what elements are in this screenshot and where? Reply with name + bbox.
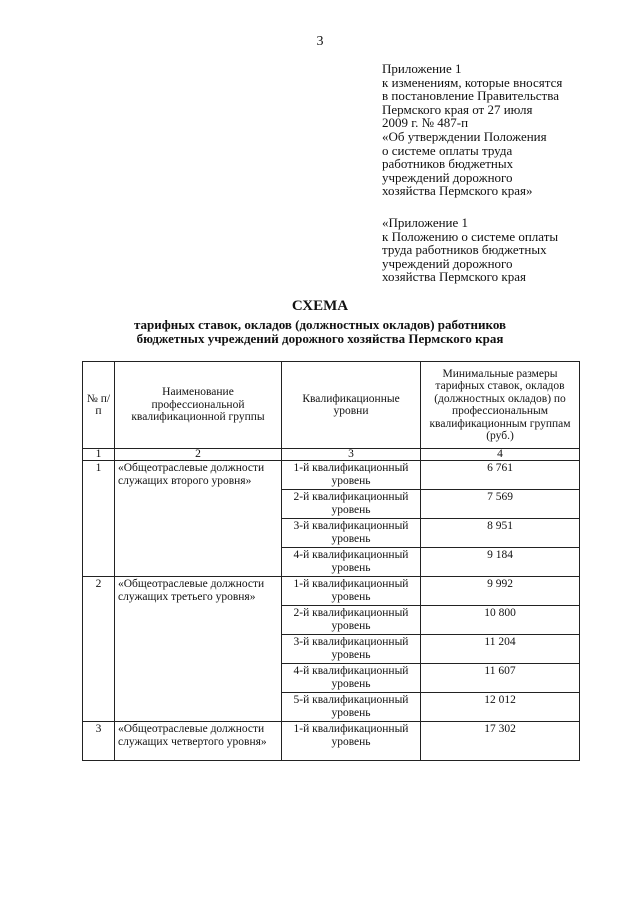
- salary-value: 9 184: [421, 548, 580, 577]
- qualification-level: 1-й квалификационный уровень: [282, 577, 421, 606]
- header-group: Наименование профессиональной квалификационной группы: [115, 362, 282, 449]
- appendix-line: учреждений дорожного: [382, 255, 513, 271]
- appendix-line: в постановление Правительства: [382, 88, 559, 104]
- appendix-line: к изменениям, которые вносятся: [382, 74, 563, 90]
- group-name: «Общеотраслевые должности служащих четвертого уровня»: [115, 722, 282, 761]
- appendix-line: о системе оплаты труда: [382, 142, 513, 158]
- subtitle-line: тарифных ставок, окладов (должностных окладов) работников: [133, 317, 507, 332]
- salary-value: 6 761: [421, 461, 580, 490]
- appendix-header-top: [382, 62, 562, 198]
- salary-value: 9 992: [421, 577, 580, 606]
- header-num: № п/п: [83, 362, 115, 449]
- qualification-level: 4-й квалификационный уровень: [282, 548, 421, 577]
- salary-value: 10 800: [421, 606, 580, 635]
- appendix-header-second: [382, 216, 558, 284]
- page-number: 3: [316, 34, 324, 49]
- salary-table: [82, 361, 580, 761]
- salary-value: 11 204: [421, 635, 580, 664]
- appendix-line: работников бюджетных: [382, 156, 514, 172]
- appendix-line: труда работников бюджетных: [382, 242, 547, 258]
- appendix-line: «Об утверждении Положения: [382, 128, 547, 144]
- column-number: 3: [282, 449, 421, 461]
- salary-value: 12 012: [421, 693, 580, 722]
- column-number: 2: [115, 449, 282, 461]
- header-level: Квалификационные уровни: [282, 362, 421, 449]
- appendix-line: учреждений дорожного: [382, 169, 513, 185]
- group-number: 2: [83, 577, 115, 722]
- group-name: «Общеотраслевые должности служащих третьего уровня»: [115, 577, 282, 722]
- appendix-line: к Положению о системе оплаты: [382, 228, 559, 244]
- group-number: 1: [83, 461, 115, 577]
- table-row: [83, 461, 580, 490]
- qualification-level: 4-й квалификационный уровень: [282, 664, 421, 693]
- qualification-level: 3-й квалификационный уровень: [282, 635, 421, 664]
- qualification-level: 3-й квалификационный уровень: [282, 519, 421, 548]
- appendix-line: Пермского края от 27 июля: [382, 101, 533, 117]
- qualification-level: 2-й квалификационный уровень: [282, 606, 421, 635]
- document-subtitle: [0, 318, 640, 346]
- salary-value: 11 607: [421, 664, 580, 693]
- column-number: 1: [83, 449, 115, 461]
- qualification-level: 5-й квалификационный уровень: [282, 693, 421, 722]
- appendix-line: «Приложение 1: [382, 215, 469, 230]
- qualification-level: 2-й квалификационный уровень: [282, 490, 421, 519]
- appendix-line: хозяйства Пермского края: [382, 269, 526, 285]
- appendix-line: 2009 г. № 487-п: [382, 115, 469, 131]
- group-number: 3: [83, 722, 115, 761]
- group-name: «Общеотраслевые должности служащих второго уровня»: [115, 461, 282, 577]
- document-title: СХЕМА: [291, 298, 349, 314]
- table-row: [83, 577, 580, 606]
- column-number: 4: [421, 449, 580, 461]
- salary-value: 7 569: [421, 490, 580, 519]
- table-row: [83, 722, 580, 761]
- appendix-line: хозяйства Пермского края»: [382, 183, 533, 199]
- qualification-level: 1-й квалификационный уровень: [282, 722, 421, 761]
- appendix-line: Приложение 1: [382, 61, 462, 76]
- salary-value: 17 302: [421, 722, 580, 761]
- salary-value: 8 951: [421, 519, 580, 548]
- header-salary: Минимальные размеры тарифных ставок, окладов (должностных окладов) по профессиональным квалификационным группам (руб.): [421, 362, 580, 449]
- qualification-level: 1-й квалификационный уровень: [282, 461, 421, 490]
- subtitle-line: бюджетных учреждений дорожного хозяйства Пермского края: [136, 331, 504, 346]
